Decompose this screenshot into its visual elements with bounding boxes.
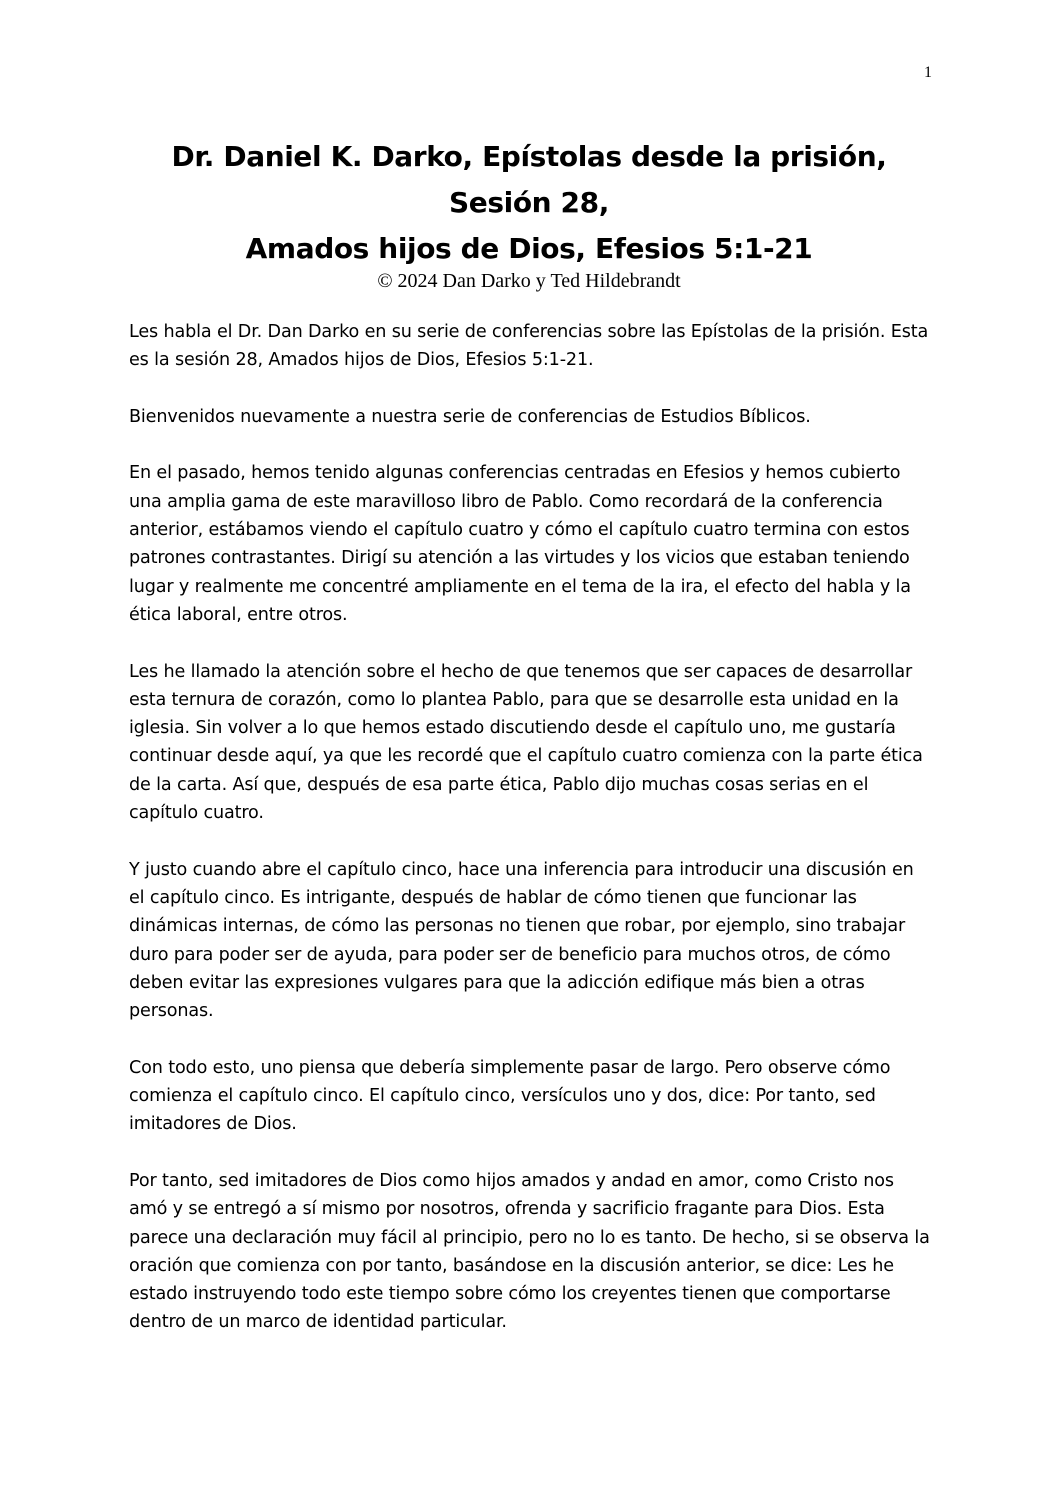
paragraph-5: Y justo cuando abre el capítulo cinco, hace una inferencia para introducir una discusión en el capítulo cinco. Es intrigante, después de hablar de cómo tienen que funcionar las dinámicas internas, de cómo las personas no tienen que robar, por ejemplo, sino trabajar duro para poder ser de ayuda, para poder ser de beneficio para muchos otros, de cómo deben evitar las expresiones vulgares para que la adicción edifique más bien a otras personas. (129, 859, 914, 1022)
paragraph-4: Les he llamado la atención sobre el hecho de que tenemos que ser capaces de desarrollar esta ternura de corazón, como lo plantea Pablo, para que se desarrolle esta unidad en la iglesia. Sin volver a lo que hemos estado discutiendo desde el capítulo uno, me gustaría continuar desde aquí, ya que les recordé que el capítulo cuatro comienza con la parte ética de la carta. Así que, después de esa parte ética, Pablo dijo muchas cosas serias en el capítulo cuatro. (129, 661, 923, 824)
title-line-2: Sesión 28, (449, 186, 609, 219)
paragraph-7: Por tanto, sed imitadores de Dios como hijos amados y andad en amor, como Cristo nos amó y se entregó a sí mismo por nosotros, ofrenda y sacrificio fragante para Dios. Esta parece una declaración muy fácil al principio, pero no lo es tanto. De hecho, si se observa la oración que comienza con por tanto, basándose en la discusión anterior, se dice: Les he estado instruyendo todo este tiempo sobre cómo los creyentes tienen que comportarse dentro de un marco de identidad particular. (129, 1170, 930, 1333)
copyright-line: © 2024 Dan Darko y Ted Hildebrandt (377, 270, 681, 292)
title-line-1: Dr. Daniel K. Darko, Epístolas desde la prisión, (171, 140, 887, 173)
paragraph-3: En el pasado, hemos tenido algunas conferencias centradas en Efesios y hemos cubierto una amplia gama de este maravilloso libro de Pablo. Como recordará de la conferencia anterior, estábamos viendo el capítulo cuatro y cómo el capítulo cuatro termina con estos patrones contrastantes. Dirigí su atención a las virtudes y los vicios que estaban teniendo lugar y realmente me concentré ampliamente en el tema de la ira, el efecto del habla y la ética laboral, entre otros. (129, 463, 911, 625)
paragraph-1: Les habla el Dr. Dan Darko en su serie de conferencias sobre las Epístolas de la prisión. Esta es la sesión 28, Amados hijos de Dios, Efesios 5:1-21. (129, 322, 929, 371)
paragraph-6: Con todo esto, uno piensa que debería simplemente pasar de largo. Pero observe cómo comienza el capítulo cinco. El capítulo cinco, versículos uno y dos, dice: Por tanto, sed imitadores de Dios. (129, 1057, 891, 1135)
title-block (0, 134, 1058, 294)
paragraph-2: Bienvenidos nuevamente a nuestra serie de conferencias de Estudios Bíblicos. (129, 406, 811, 427)
document-body (129, 318, 931, 1365)
title-line-3: Amados hijos de Dios, Efesios 5:1-21 (245, 232, 813, 265)
page-number: 1 (924, 64, 932, 81)
